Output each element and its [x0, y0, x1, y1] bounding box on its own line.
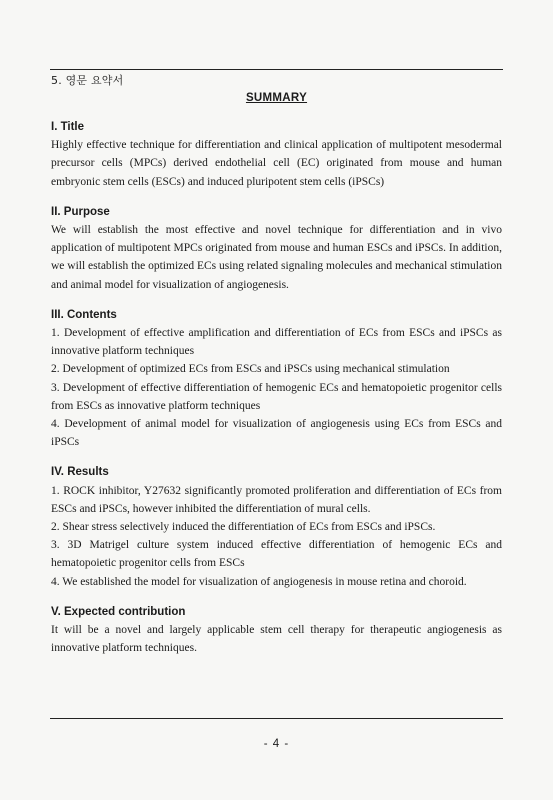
- result-item: 2. Shear stress selectively induced the differentiation of ECs from ESCs and iPSCs.: [51, 521, 436, 534]
- content-item: 1. Development of effective amplification and differentiation of ECs from ESCs and iPSCs as innovative platform techniques: [51, 327, 502, 358]
- section-paragraph: We will establish the most effective and novel technique for differentiation and in vivo application of multipotent MPCs originated from mouse and human ESCs and iPSCs. In addition, we will establish the optimized ECs using related signaling molecules and mechanical stimulation and animal model for visualization of angiogenesis.: [51, 224, 502, 291]
- footer-rule: [50, 718, 503, 719]
- section-heading: I. Title: [51, 121, 85, 133]
- section-paragraph: Highly effective technique for differentiation and clinical application of multipotent mesodermal precursor cells (MPCs) derived endothelial cell (EC) originated from mouse and human embryonic stem cells (ESCs) and induced pluripotent stem cells (iPSCs): [51, 139, 502, 188]
- page-number: - 4 -: [263, 738, 290, 750]
- section-heading: IV. Results: [51, 466, 109, 479]
- section-paragraph: It will be a novel and largely applicable stem cell therapy for therapeutic angiogenesis as innovative platform techniques.: [51, 624, 502, 655]
- header-rule: [50, 69, 503, 70]
- content-item: 2. Development of optimized ECs from ESCs and iPSCs using mechanical stimulation: [51, 363, 450, 376]
- section-label: 5. 영문 요약서: [51, 74, 124, 87]
- result-item: 1. ROCK inhibitor, Y27632 significantly promoted proliferation and differentiation of ECs from ESCs and iPSCs, however inhibited the differentiation of mural cells.: [51, 484, 502, 515]
- section-title: [51, 118, 502, 191]
- summary-content: [51, 118, 502, 669]
- section-expected-contribution: [51, 603, 502, 658]
- section-contents: [51, 306, 502, 452]
- section-purpose: [51, 203, 502, 294]
- content-item: 3. Development of effective differentiation of hemogenic ECs and hematopoietic progenitor cells from ESCs as innovative platform techniques: [51, 381, 502, 412]
- result-item: 3. 3D Matrigel culture system induced effective differentiation of hemogenic ECs and hematopoietic progenitor cells from ESCs: [51, 539, 502, 570]
- section-heading: V. Expected contribution: [51, 605, 186, 618]
- result-item: 4. We established the model for visualization of angiogenesis in mouse retina and choroid.: [51, 575, 467, 588]
- document-title: SUMMARY: [245, 92, 308, 104]
- section-heading: III. Contents: [51, 308, 117, 321]
- section-heading: II. Purpose: [51, 205, 110, 218]
- section-results: [51, 463, 502, 590]
- content-item: 4. Development of animal model for visualization of angiogenesis using ECs from ESCs and iPSCs: [51, 418, 502, 449]
